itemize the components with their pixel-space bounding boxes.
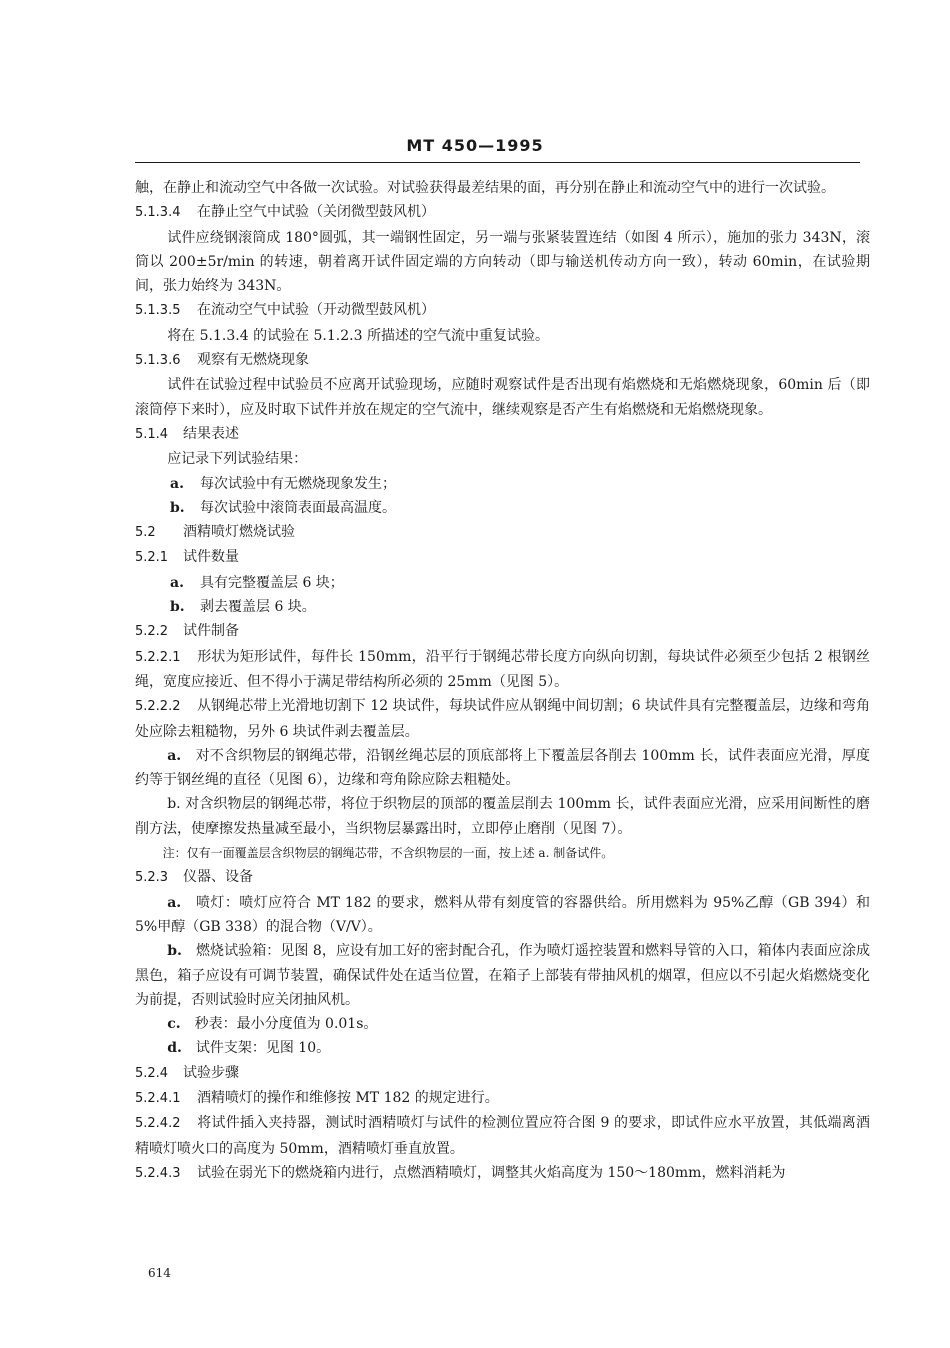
list-label: a. xyxy=(167,747,182,764)
list-label: d. xyxy=(167,1040,182,1057)
list-item xyxy=(135,571,870,595)
paragraph-5-2-4-1 xyxy=(135,1086,870,1111)
list-label: a. xyxy=(167,894,182,911)
paragraph-text: 形状为矩形试件，每件长 150mm，沿平行于钢绳芯带长度方向纵向切割，每块试件必须至少包括 2 根钢丝绳，宽度应接近、但不得小于满足带结构所必须的 25mm（见图 5）。 xyxy=(135,648,870,690)
paragraph-5-1-4: 应记录下列试验结果： xyxy=(167,451,308,468)
section-number: 5.2.2.1 xyxy=(135,649,181,665)
paragraph-5-2-2-1 xyxy=(135,645,870,695)
paragraph-5-2-2-2 xyxy=(135,694,870,744)
section-heading-5-2-4 xyxy=(135,1061,870,1086)
list-text: 每次试验中滚筒表面最高温度。 xyxy=(200,499,396,516)
section-heading-5-2-1 xyxy=(135,545,870,570)
section-title: 试验步骤 xyxy=(183,1064,239,1081)
section-number: 5.1.3.6 xyxy=(135,353,181,369)
section-number: 5.1.3.5 xyxy=(135,303,181,319)
section-number: 5.2.2.2 xyxy=(135,699,181,715)
paragraph-5-1-3-4: 试件应绕钢滚筒成 180°圆弧，其一端钢性固定，另一端与张紧装置连结（如图 4 所示），施加的张力 343N，滚筒以 200±5r/min 的转速，朝着离开试件固定端的方向转动（即与输送机传动方向一致），转动 60min，在试验期间，张力始终为 343N。 xyxy=(135,229,870,295)
section-heading-5-2-3 xyxy=(135,865,870,890)
paragraph-text: 将试件插入夹持器，测试时酒精喷灯与试件的检测位置应符合图 9 的要求，即试件应水平放置，其低端离酒精喷灯喷火口的高度为 50mm，酒精喷灯垂直放置。 xyxy=(135,1115,870,1157)
list-label: b. xyxy=(167,943,182,960)
list-text: 试件支架：见图 10。 xyxy=(195,1040,331,1057)
section-title: 在静止空气中试验（关闭微型鼓风机） xyxy=(197,204,435,221)
section-title: 观察有无燃烧现象 xyxy=(197,352,309,369)
paragraph-5-2-4-3 xyxy=(135,1161,870,1186)
paragraph-continuation: 触，在静止和流动空气中各做一次试验。对试验获得最差结果的面，再分别在静止和流动空气中的进行一次试验。 xyxy=(135,180,835,196)
list-text: 每次试验中有无燃烧现象发生； xyxy=(200,475,396,492)
list-label: a. xyxy=(170,574,184,591)
section-heading-5-1-3-6 xyxy=(135,348,870,373)
section-title: 结果表述 xyxy=(183,425,239,442)
section-heading-5-1-3-5 xyxy=(135,298,870,323)
list-label: b. xyxy=(170,599,185,616)
paragraph-5-2-4-2 xyxy=(135,1111,870,1161)
list-item-b xyxy=(135,939,870,1012)
section-title: 试件制备 xyxy=(183,623,239,640)
section-title: 在流动空气中试验（开动微型鼓风机） xyxy=(197,302,435,319)
list-label: b. xyxy=(170,499,185,516)
document-body xyxy=(135,176,870,1186)
paragraph-text: 酒精喷灯的操作和维修按 MT 182 的规定进行。 xyxy=(197,1089,499,1106)
section-heading-5-2-2 xyxy=(135,619,870,644)
list-text: 喷灯：喷灯应符合 MT 182 的要求，燃料从带有刻度管的容器供给。所用燃料为 95%乙醇（GB 394）和 5%甲醇（GB 338）的混合物（V/V）。 xyxy=(135,894,870,935)
page-number: 614 xyxy=(148,1266,171,1280)
paragraph-5-1-3-5: 将在 5.1.3.4 的试验在 5.1.2.3 所描述的空气流中重复试验。 xyxy=(167,327,549,344)
section-heading-5-2 xyxy=(135,520,870,545)
section-number: 5.2 xyxy=(135,525,156,541)
list-item-d xyxy=(135,1036,870,1060)
section-number: 5.2.4.2 xyxy=(135,1116,181,1132)
list-item xyxy=(135,472,870,496)
paragraph-text: 试验在弱光下的燃烧箱内进行，点燃酒精喷灯，调整其火焰高度为 150～180mm，燃料消耗为 xyxy=(197,1164,786,1181)
section-number: 5.1.3.4 xyxy=(135,205,181,221)
list-item xyxy=(135,595,870,619)
list-item-a xyxy=(135,744,870,793)
section-heading-5-1-3-4 xyxy=(135,200,870,225)
list-text: 具有完整覆盖层 6 块； xyxy=(200,574,344,591)
section-number: 5.2.3 xyxy=(135,870,169,886)
list-text: 剥去覆盖层 6 块。 xyxy=(200,599,316,616)
list-item-b: b. 对含织物层的钢绳芯带，将位于织物层的顶部的覆盖层削去 100mm 长，试件表面应光滑，应采用间断性的磨削方法，使摩擦发热量减至最小，当织物层暴露出时，立即停止磨削（见图 7）。 xyxy=(135,796,870,837)
list-text: 燃烧试验箱：见图 8，应设有加工好的密封配合孔，作为喷灯遥控装置和燃料导管的入口，箱体内表面应涂成黑色，箱子应设有可调节装置，确保试件处在适当位置，在箱子上部装有带抽风机的烟罩，但应以不引起火焰燃烧变化为前提，否则试验时应关闭抽风机。 xyxy=(135,943,871,1008)
list-label: a. xyxy=(170,475,184,492)
section-number: 5.2.1 xyxy=(135,550,169,566)
list-item-a xyxy=(135,891,870,940)
list-label: c. xyxy=(167,1016,181,1033)
note: 注：仅有一面覆盖层含织物层的钢绳芯带，不含织物层的一面，按上述 a. 制备试件。 xyxy=(162,846,614,861)
list-item xyxy=(135,496,870,520)
list-text: 对不含织物层的钢绳芯带，沿钢丝绳芯层的顶底部将上下覆盖层各削去 100mm 长，试件表面应光滑，厚度约等于钢丝绳的直径（见图 6），边缘和弯角除应除去粗糙处。 xyxy=(135,747,871,789)
section-title: 仪器、设备 xyxy=(183,869,253,886)
paragraph-5-1-3-6: 试件在试验过程中试验员不应离开试验现场，应随时观察试件是否出现有焰燃烧和无焰燃烧现象，60min 后（即滚筒停下来时），应及时取下试件并放在规定的空气流中，继续观察是否产生有焰燃烧和无焰燃烧现象。 xyxy=(135,377,870,418)
section-heading-5-1-4 xyxy=(135,422,870,447)
document-header: MT 450—1995 xyxy=(406,136,544,155)
section-number: 5.2.4.3 xyxy=(135,1165,181,1181)
header-rule xyxy=(135,162,860,163)
section-number: 5.2.2 xyxy=(135,624,169,640)
section-title: 酒精喷灯燃烧试验 xyxy=(183,524,295,541)
section-number: 5.2.4.1 xyxy=(135,1090,181,1106)
section-number: 5.1.4 xyxy=(135,426,169,442)
paragraph-text: 从钢绳芯带上光滑地切割下 12 块试件，每块试件应从钢绳中间切割；6 块试件具有完整覆盖层，边缘和弯角处应除去粗糙物，另外 6 块试件剥去覆盖层。 xyxy=(135,698,870,740)
section-number: 5.2.4 xyxy=(135,1065,169,1081)
list-text: 秒表：最小分度值为 0.01s。 xyxy=(194,1016,378,1033)
section-title: 试件数量 xyxy=(183,549,239,566)
list-item-c xyxy=(135,1012,870,1036)
